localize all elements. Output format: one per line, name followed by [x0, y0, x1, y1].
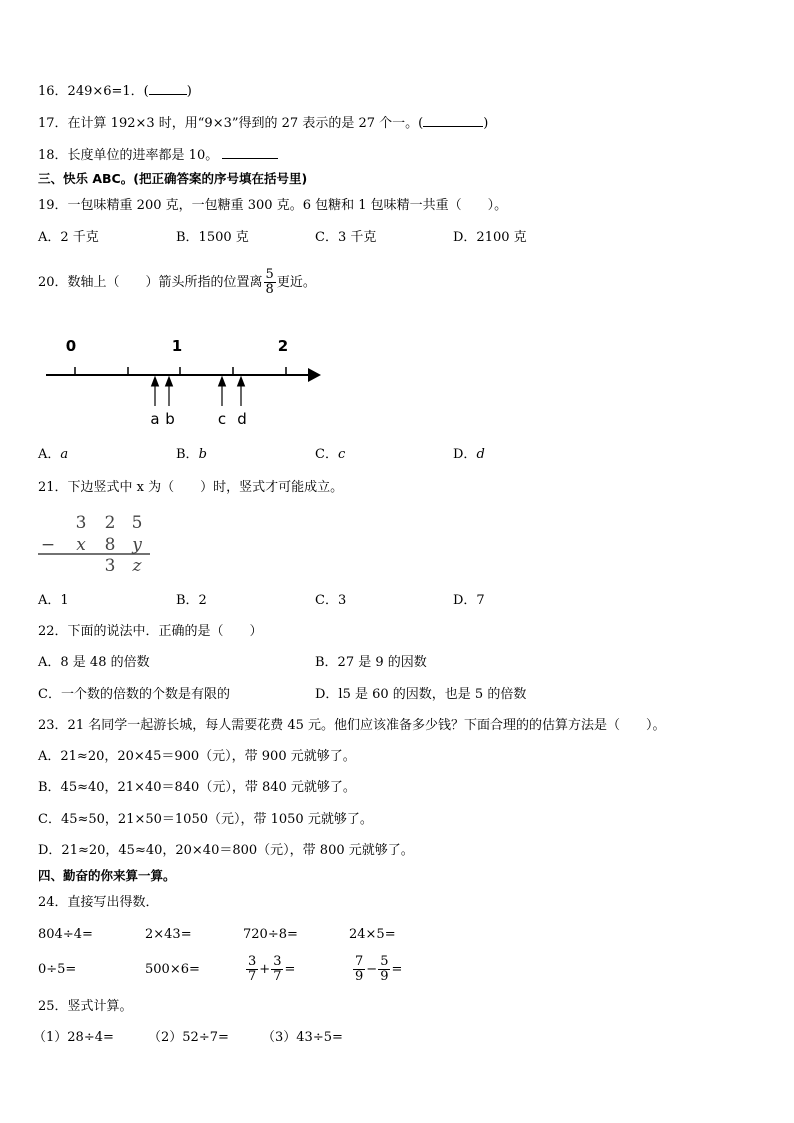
- arrow-b: [166, 377, 173, 406]
- calc-804-div-4: 804÷4=: [38, 927, 93, 942]
- q21-option-a[interactable]: A．1: [38, 593, 69, 608]
- question-25-text: 25．竖式计算。: [38, 999, 133, 1014]
- q23-option-d[interactable]: D．21≈20，45≈40，20×40＝800（元），带 800 元就够了。: [38, 843, 414, 858]
- svg-text:3: 3: [104, 556, 116, 576]
- q20-option-d[interactable]: D．d: [453, 447, 485, 462]
- question-18-text: 18．长度单位的进率都是 10。: [38, 148, 219, 163]
- calc-720-div-8: 720÷8=: [243, 927, 298, 942]
- calc-fraction-difference: $\frac{7}{9}$ − $\frac{5}{9}$ =: [355, 954, 403, 984]
- q20-option-a[interactable]: A．a: [38, 447, 69, 462]
- section-3-heading: 三、快乐 ABC。(把正确答案的序号填在括号里): [38, 171, 308, 186]
- q25-item-3: （3）43÷5=: [262, 1030, 343, 1045]
- number-line-figure: [38, 330, 338, 430]
- question-22-text: 22．下面的说法中．正确的是（ ）: [38, 624, 263, 639]
- q22-option-c[interactable]: C．一个数的倍数的个数是有限的: [38, 687, 230, 702]
- fraction-five-eighths: $\frac{5}{8}$: [265, 267, 274, 297]
- axis-label-1: 1: [171, 337, 183, 355]
- svg-text:2: 2: [104, 513, 116, 533]
- svg-text:8: 8: [104, 535, 116, 555]
- svg-text:x: x: [76, 535, 86, 555]
- answer-blank-16[interactable]: [149, 82, 187, 95]
- answer-blank-17[interactable]: [423, 114, 483, 127]
- question-19-text: 19．一包味精重 200 克，一包糖重 300 克。6 包糖和 1 包味精一共重（ ）。: [38, 198, 508, 213]
- q25-item-1: （1）28÷4=: [33, 1030, 114, 1045]
- section-4-heading: 四、勤奋的你来算一算。: [38, 868, 176, 883]
- question-20: 20．数轴上（ ）箭头所指的位置离 $\frac{5}{8}$ 更近。: [38, 267, 316, 297]
- q21-option-d[interactable]: D．7: [453, 593, 485, 608]
- calc-fraction-sum: $\frac{3}{7}$ + $\frac{3}{7}$ =: [248, 954, 296, 984]
- q22-option-d[interactable]: D．l5 是 60 的因数，也是 5 的倍数: [315, 687, 527, 702]
- svg-text:−: −: [40, 535, 56, 555]
- calc-0-div-5: 0÷5=: [38, 962, 77, 977]
- question-16: 16．249×6=1．( ): [38, 84, 192, 99]
- axis-arrowhead: [308, 368, 321, 382]
- q23-option-c[interactable]: C．45≈50，21×50＝1050（元），带 1050 元就够了。: [38, 812, 373, 827]
- svg-text:y: y: [132, 535, 142, 555]
- question-16-text: 16．249×6=1．(: [38, 84, 149, 99]
- q25-item-2: （2）52÷7=: [148, 1030, 229, 1045]
- answer-blank-18[interactable]: [222, 146, 278, 159]
- q21-option-c[interactable]: C．3: [315, 593, 347, 608]
- q20-option-b[interactable]: B．b: [176, 447, 207, 462]
- question-24-text: 24．直接写出得数．: [38, 895, 159, 910]
- vertical-subtraction: [38, 508, 158, 578]
- arrow-label-a: a: [150, 410, 160, 428]
- question-18: [38, 146, 278, 165]
- q19-option-d[interactable]: D．2100 克: [453, 230, 527, 245]
- question-20-text: 20．数轴上（ ）箭头所指的位置离: [38, 275, 263, 290]
- question-17: 17．在计算 192×3 时，用“9×3”得到的 27 表示的是 27 个一。( ): [38, 116, 489, 131]
- q20-option-c[interactable]: C．c: [315, 447, 346, 462]
- question-21-text: 21．下边竖式中 x 为（ ）时，竖式才可能成立。: [38, 480, 344, 495]
- arrow-label-d: d: [237, 410, 247, 428]
- calc-2-times-43: 2×43=: [145, 927, 192, 942]
- q21-option-b[interactable]: B．2: [176, 593, 207, 608]
- q19-option-a[interactable]: A．2 千克: [38, 230, 99, 245]
- q23-option-a[interactable]: A．21≈20，20×45＝900（元），带 900 元就够了。: [38, 749, 356, 764]
- svg-text:3: 3: [75, 513, 87, 533]
- q22-option-a[interactable]: A．8 是 48 的倍数: [38, 655, 150, 670]
- axis-label-0: 0: [65, 337, 77, 355]
- arrow-a: [152, 377, 159, 406]
- axis-label-2: 2: [277, 337, 289, 355]
- question-23-text: 23．21 名同学一起游长城，每人需要花费 45 元。他们应该准备多少钱？下面合理的的估算方法是（ ）。: [38, 718, 666, 733]
- q19-option-b[interactable]: B．1500 克: [176, 230, 249, 245]
- svg-text:z: z: [132, 556, 142, 576]
- svg-text:5: 5: [131, 513, 143, 533]
- arrow-label-c: c: [217, 410, 227, 428]
- q19-option-c[interactable]: C．3 千克: [315, 230, 377, 245]
- calc-500-times-6: 500×6=: [145, 962, 200, 977]
- arrow-label-b: b: [165, 410, 175, 428]
- calc-24-times-5: 24×5=: [349, 927, 396, 942]
- arrow-d: [238, 377, 245, 406]
- arrow-c: [219, 377, 226, 406]
- q23-option-b[interactable]: B．45≈40，21×40＝840（元），带 840 元就够了。: [38, 780, 356, 795]
- q22-option-b[interactable]: B．27 是 9 的因数: [315, 655, 427, 670]
- question-17-text: 17．在计算 192×3 时，用“9×3”得到的 27 表示的是 27 个一。(: [38, 116, 424, 131]
